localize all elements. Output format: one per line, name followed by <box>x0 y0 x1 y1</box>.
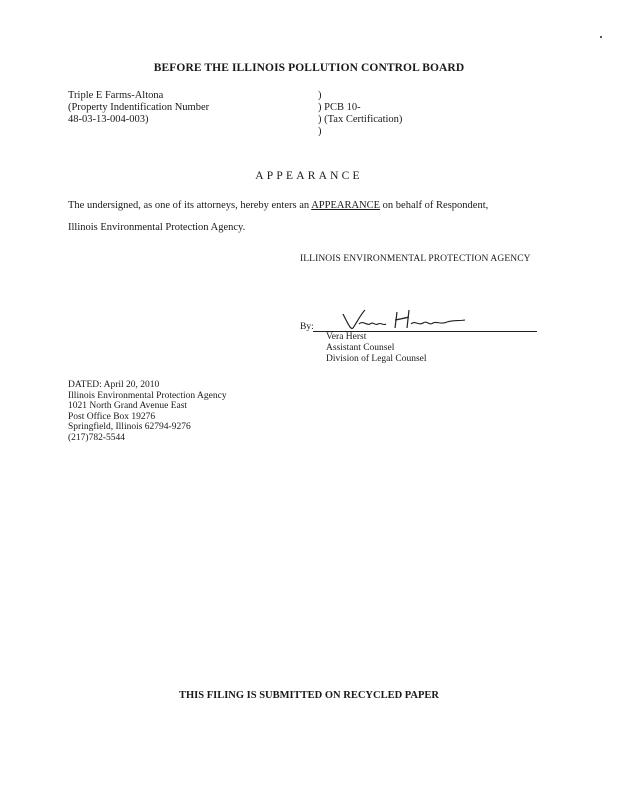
board-title: BEFORE THE ILLINOIS POLLUTION CONTROL BOARD <box>153 62 465 74</box>
by-label: By: <box>300 322 314 332</box>
address-line: Illinois Environmental Protection Agency <box>68 390 227 401</box>
signer-name: Vera Herst <box>326 332 367 342</box>
phone-line: (217)782-5544 <box>68 432 125 443</box>
body-line-1 <box>68 200 488 211</box>
caption-line: (Property Indentification Number <box>68 102 210 113</box>
paren-line: ) (Tax Certification) <box>318 114 403 125</box>
dated-address-block <box>68 380 227 443</box>
address-line: Post Office Box 19276 <box>68 411 156 422</box>
paren-line: ) <box>318 90 322 101</box>
body-text: The undersigned, as one of its attorneys, hereby enters an <box>68 200 312 211</box>
recycled-paper-footer: THIS FILING IS SUBMITTED ON RECYCLED PAPER <box>178 690 440 701</box>
caption-line: Triple E Farms-Altona <box>68 90 164 101</box>
appearance-underlined: APPEARANCE <box>311 200 381 211</box>
agency-name: ILLINOIS ENVIRONMENTAL PROTECTION AGENCY <box>300 254 531 264</box>
signer-division: Division of Legal Counsel <box>326 354 427 364</box>
signer-title: Assistant Counsel <box>326 343 395 353</box>
appearance-heading: APPEARANCE <box>255 170 363 182</box>
address-line: Springfield, Illinois 62794-9276 <box>68 422 191 432</box>
handwritten-signature <box>337 304 467 334</box>
scan-speck <box>600 36 602 38</box>
address-line: 1021 North Grand Avenue East <box>68 401 188 411</box>
signer-block <box>326 332 427 365</box>
body-text: on behalf of Respondent, <box>380 200 489 211</box>
case-caption <box>68 90 209 126</box>
body-line-2: Illinois Environmental Protection Agency. <box>68 222 246 233</box>
paren-line: ) PCB 10- <box>318 102 361 113</box>
paren-line: ) <box>318 126 322 137</box>
caption-line: 48-03-13-004-003) <box>68 114 149 125</box>
case-number-column <box>318 90 402 138</box>
dated-line: DATED: April 20, 2010 <box>68 380 160 390</box>
